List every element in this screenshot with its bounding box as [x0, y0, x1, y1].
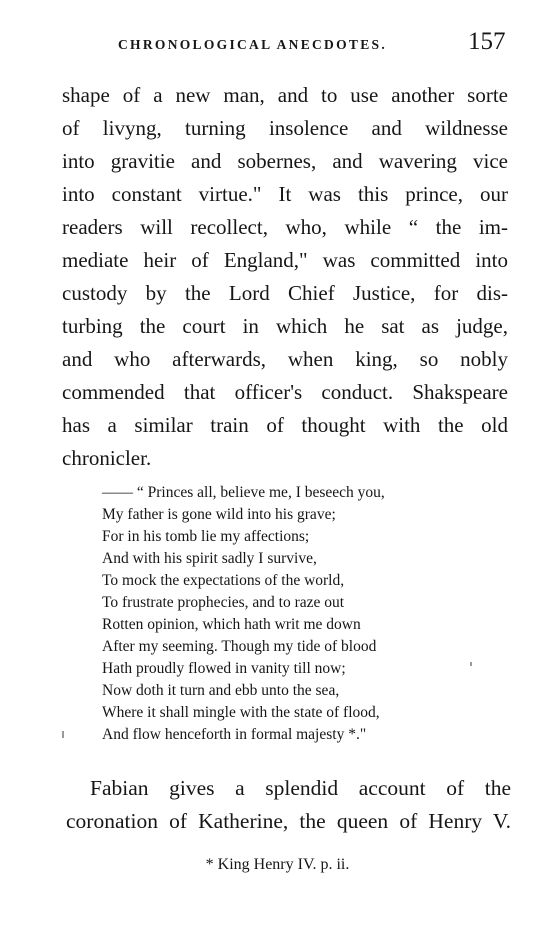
text-line: into constant virtue." It was this prince, our	[62, 182, 508, 206]
verse-line: —— “ Princes all, believe me, I beseech you,	[102, 484, 385, 501]
verse-line: For in his tomb lie my affections;	[102, 528, 310, 545]
footnote: * King Henry IV. p. ii.	[205, 856, 350, 873]
verse-line: And with his spirit sadly I survive,	[102, 550, 317, 567]
verse-line: Where it shall mingle with the state of flood,	[102, 704, 380, 721]
text-line: chronicler.	[62, 446, 152, 470]
text-line: into gravitie and sobernes, and wavering vice	[62, 149, 508, 173]
text-line: shape of a new man, and to use another sorte	[62, 83, 508, 107]
text-line: Fabian gives a splendid account of the	[90, 776, 511, 800]
verse-line: Now doth it turn and ebb unto the sea,	[102, 682, 340, 699]
ink-speck	[62, 731, 64, 738]
text-line: of livyng, turning insolence and wildnesse	[62, 116, 508, 140]
verse-line: To frustrate prophecies, and to raze out	[102, 594, 345, 611]
verse-line: To mock the expectations of the world,	[102, 572, 345, 589]
verse-line: My father is gone wild into his grave;	[102, 506, 336, 523]
text-line: has a similar train of thought with the old	[62, 413, 508, 437]
text-line: turbing the court in which he sat as judge,	[62, 314, 508, 338]
ink-speck	[470, 662, 472, 666]
verse-line: And flow henceforth in formal majesty *."	[102, 726, 367, 743]
running-head	[118, 26, 518, 60]
text-line: and who afterwards, when king, so nobly	[62, 347, 508, 371]
verse-line: Rotten opinion, which hath writ me down	[102, 616, 361, 633]
text-line: readers will recollect, who, while “ the im-	[62, 215, 508, 239]
page-number: 157	[468, 28, 506, 55]
text-line: mediate heir of England," was committed into	[62, 248, 508, 272]
text-line: commended that officer's conduct. Shakspeare	[62, 380, 508, 404]
text-line: coronation of Katherine, the queen of Henry V.	[66, 809, 511, 833]
text-line: custody by the Lord Chief Justice, for dis-	[62, 281, 508, 305]
running-title: CHRONOLOGICAL ANECDOTES.	[118, 37, 387, 52]
verse-line: After my seeming. Though my tide of blood	[102, 638, 377, 655]
verse-line: Hath proudly flowed in vanity till now;	[102, 660, 346, 677]
